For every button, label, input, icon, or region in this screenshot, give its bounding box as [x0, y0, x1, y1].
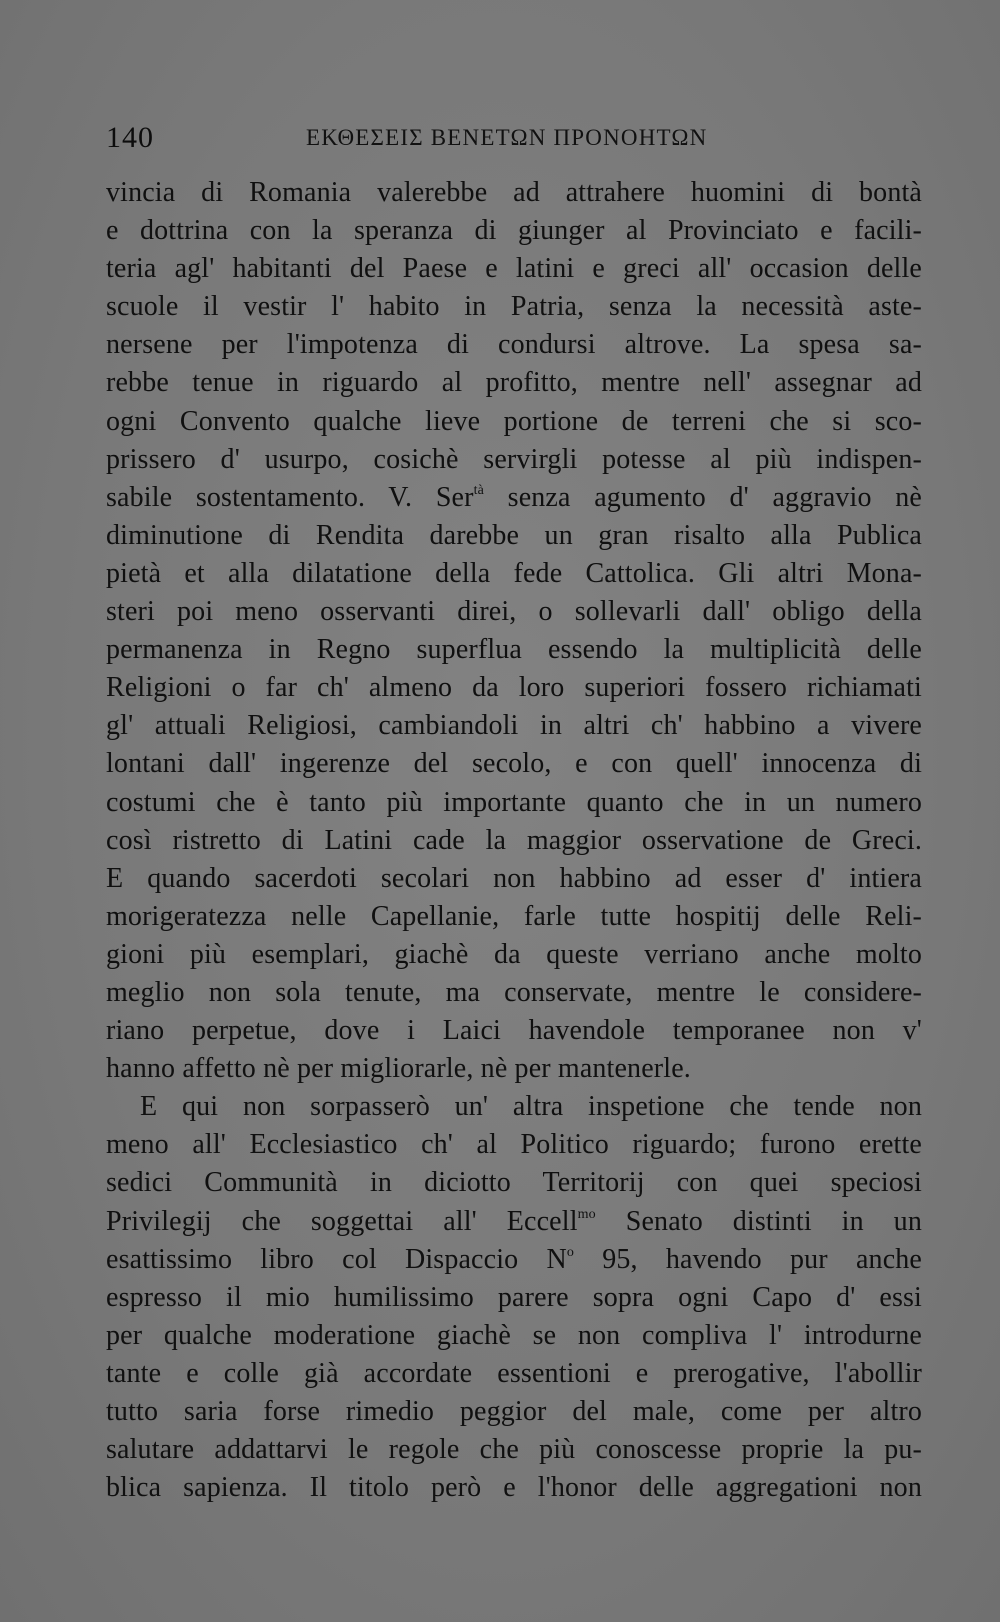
text-line: nersene per l'impotenza di condursi altrove. La spesa sa- [106, 329, 922, 361]
text-line [106, 479, 922, 517]
text-line: prissero d' usurpo, cosichè servirgli potesse al più indispen- [106, 443, 922, 475]
text-line: vincia di Romania valerebbe ad attrahere huomini di bontà [106, 177, 922, 208]
text-line: tante e colle già accordate essentioni e prerogative, l'abollir [106, 1357, 922, 1389]
text-span: Senato distinti in un [595, 1205, 922, 1237]
page-header [106, 118, 922, 158]
running-head: ΕΚΘΕΣΕΙΣ ΒΕΝΕΤΩΝ ΠΡΟΝΟΗΤΩΝ [306, 125, 708, 150]
text-line: sedici Communità in diciotto Territorij con quei speciosi [106, 1167, 922, 1199]
text-line: rebbe tenue in riguardo al profitto, mentre nell' assegnar ad [106, 367, 922, 399]
text-line: per qualche moderatione giachè se non compliva l' introdurne [106, 1319, 922, 1351]
text-line [106, 1203, 922, 1241]
body-text [106, 174, 922, 1507]
text-line: così ristretto di Latini cade la maggior osservatione de Greci. [106, 824, 922, 856]
text-line: espresso il mio humilissimo parere sopra ogni Capo d' essi [106, 1281, 922, 1313]
text-line: E quando sacerdoti secolari non habbino ad esser d' intiera [106, 862, 922, 894]
text-line: E qui non sorpasserò un' altra inspetione che tende non [140, 1091, 922, 1123]
text-line: gl' attuali Religiosi, cambiandoli in altri ch' habbino a vivere [106, 710, 922, 742]
text-line: e dottrina con la speranza di giunger al Provinciato e facili- [106, 215, 922, 247]
text-span: sabile sostentamento. V. Ser [106, 481, 474, 513]
text-line: Religioni o far ch' almeno da loro superiori fossero richiamati [106, 672, 922, 704]
text-line: ogni Convento qualche lieve portione de terreni che si sco- [106, 405, 922, 437]
text-line: morigeratezza nelle Capellanie, farle tutte hospitij delle Reli- [106, 900, 922, 932]
text-line: hanno affetto nè per migliorarle, nè per mantenerle. [106, 1053, 691, 1085]
text-line: pietà et alla dilatatione della fede Cattolica. Gli altri Mona- [106, 557, 922, 589]
text-line: meno all' Ecclesiastico ch' al Politico riguardo; furono erette [106, 1129, 922, 1161]
text-span: 95, havendo pur anche [574, 1243, 922, 1275]
text-line: blica sapienza. Il titolo però e l'honor delle aggregationi non [106, 1472, 922, 1504]
text-span: Privilegij che soggettai all' Eccell [106, 1205, 578, 1237]
text-line [106, 1241, 922, 1279]
text-line: steri poi meno osservanti direi, o sollevarli dall' obligo della [106, 596, 922, 628]
page-number: 140 [106, 121, 154, 154]
text-line: lontani dall' ingerenze del secolo, e con quell' innocenza di [106, 748, 922, 780]
text-line: teria agl' habitanti del Paese e latini e greci all' occasion delle [106, 253, 922, 285]
text-line: salutare addattarvi le regole che più conoscesse proprie la pu- [106, 1434, 922, 1466]
text-line: diminutione di Rendita darebbe un gran risalto alla Publica [106, 519, 922, 551]
superscript: mo [577, 1206, 596, 1222]
text-span: senza agumento d' aggravio nè [484, 481, 922, 513]
text-line: tutto saria forse rimedio peggior del male, come per altro [106, 1396, 922, 1427]
text-line: gioni più esemplari, giachè da queste verriano anche molto [106, 938, 922, 970]
text-line: meglio non sola tenute, ma conservate, mentre le considere- [106, 976, 922, 1008]
superscript: tà [473, 482, 485, 498]
text-span: esattissimo libro col Dispaccio N [106, 1243, 567, 1275]
text-line: costumi che è tanto più importante quanto che in un numero [106, 786, 922, 818]
superscript: o [566, 1244, 575, 1260]
text-line: permanenza in Regno superflua essendo la multiplicità delle [106, 634, 922, 666]
text-line: riano perpetue, dove i Laici havendole temporanee non v' [106, 1015, 922, 1047]
text-line: scuole il vestir l' habito in Patria, senza la necessità aste- [106, 291, 922, 323]
